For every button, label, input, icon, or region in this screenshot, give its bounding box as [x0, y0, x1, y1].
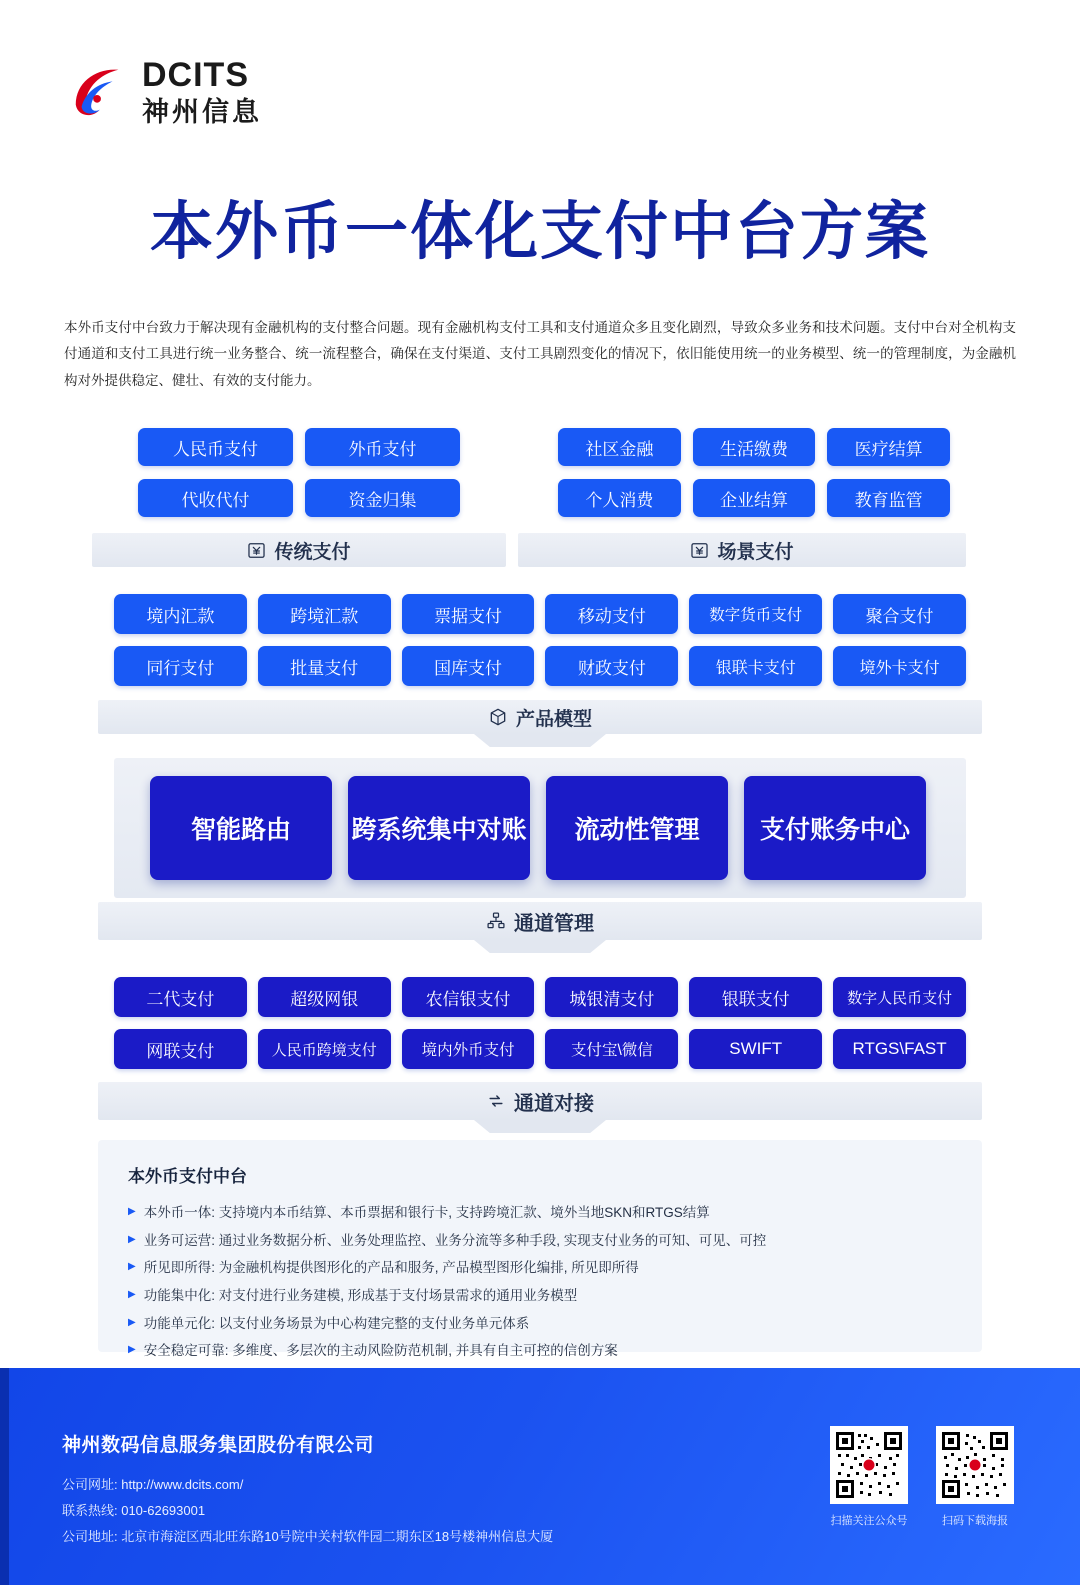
product-model-group	[114, 594, 966, 686]
yen-badge-icon	[247, 541, 266, 560]
pill-docking-r1-2[interactable]: 农信银支付	[402, 977, 535, 1017]
info-bullet	[128, 1254, 952, 1282]
footer-contact-lines	[62, 1472, 553, 1550]
shelf-notch	[474, 1120, 606, 1133]
pill-traditional-1[interactable]: 外币支付	[305, 428, 460, 466]
pill-product-r2-5[interactable]: 境外卡支付	[833, 646, 966, 686]
footer	[0, 1368, 1080, 1585]
pill-scenario-4[interactable]: 企业结算	[693, 479, 816, 517]
core-card-3[interactable]: 支付账务中心	[744, 776, 926, 880]
footer-qr-group	[830, 1426, 1014, 1528]
pill-docking-r2-0[interactable]: 网联支付	[114, 1029, 247, 1069]
cube-icon	[488, 707, 508, 727]
info-bullet-text: 业务可运营: 通过业务数据分析、业务处理监控、业务分流等多种手段, 实现支付业务的可知、可见、可控	[143, 1232, 767, 1248]
pill-product-r1-3[interactable]: 移动支付	[545, 594, 678, 634]
pill-docking-r1-3[interactable]: 城银清支付	[545, 977, 678, 1017]
triangle-bullet-icon: ▶	[128, 1344, 136, 1356]
footer-address: 公司地址: 北京市海淀区西北旺东路10号院中关村软件园二期东区18号楼神州信息大厦	[62, 1529, 554, 1544]
pill-product-r1-5[interactable]: 聚合支付	[833, 594, 966, 634]
pill-scenario-1[interactable]: 生活缴费	[693, 428, 816, 466]
triangle-bullet-icon: ▶	[128, 1261, 136, 1273]
info-bullet	[128, 1227, 952, 1255]
shelf-channel-docking	[98, 1082, 982, 1120]
intro-paragraph: 本外币支付中台致力于解决现有金融机构的支付整合问题。现有金融机构支付工具和支付通道众多且变化剧烈，导致众多业务和技术问题。支付中台对全机构支付通道和支付工具进行统一业务整合、统一流程整合，确保在支付渠道、支付工具剧烈变化的情况下，依旧能使用统一的业务模型、统一的管理制度，为金融机构对外提供稳定、健壮、有效的支付能力。	[64, 320, 1016, 388]
triangle-bullet-icon: ▶	[128, 1233, 136, 1245]
qr-item-wechat	[830, 1426, 908, 1528]
pill-product-r2-3[interactable]: 财政支付	[545, 646, 678, 686]
info-bullet-text: 本外币一体: 支持境内本币结算、本币票据和银行卡, 支持跨境汇款、境外当地SKN和RTGS结算	[143, 1205, 710, 1220]
pill-docking-r1-5[interactable]: 数字人民币支付	[833, 977, 966, 1017]
info-bullet-text: 功能单元化: 以支付业务场景为中心构建完整的支付业务单元体系	[143, 1315, 530, 1331]
triangle-bullet-icon: ▶	[128, 1316, 136, 1328]
pill-product-r2-1[interactable]: 批量支付	[258, 646, 391, 686]
logo-en-text: DCITS	[142, 56, 249, 94]
info-bullet	[128, 1310, 952, 1338]
pill-docking-r1-1[interactable]: 超级网银	[258, 977, 391, 1017]
footer-website: 公司网址: http://www.dcits.com/	[62, 1477, 244, 1492]
logo-cn-text: 神州信息	[142, 96, 262, 127]
info-bullet-text: 功能集中化: 对支付进行业务建模, 形成基于支付场景需求的通用业务模型	[143, 1288, 578, 1304]
info-bullet	[128, 1337, 952, 1365]
shelf-scenario-payment	[518, 533, 966, 567]
pill-docking-r2-1[interactable]: 人民币跨境支付	[258, 1029, 391, 1069]
shelf-label-channel-docking: 通道对接	[514, 1092, 594, 1115]
pill-docking-r2-5[interactable]: RTGS\FAST	[833, 1029, 966, 1069]
info-bullet-text: 所见即所得: 为金融机构提供图形化的产品和服务, 产品模型图形化编排, 所见即所得	[143, 1260, 639, 1276]
pill-product-r2-4[interactable]: 银联卡支付	[689, 646, 822, 686]
pill-product-r2-2[interactable]: 国库支付	[402, 646, 535, 686]
yen-badge-icon	[690, 541, 709, 560]
core-card-0[interactable]: 智能路由	[150, 776, 332, 880]
scenario-payment-group	[548, 428, 960, 517]
shelf-product-model	[98, 700, 982, 734]
org-chart-icon	[486, 911, 506, 931]
pill-docking-r2-4[interactable]: SWIFT	[689, 1029, 822, 1069]
shelf-notch	[474, 940, 606, 953]
qr-caption: 扫描关注公众号	[830, 1515, 908, 1527]
traditional-payment-group	[106, 428, 492, 517]
footer-hotline: 联系热线: 010-62693001	[62, 1503, 206, 1518]
info-bullet	[128, 1282, 952, 1310]
pill-product-r2-0[interactable]: 同行支付	[114, 646, 247, 686]
core-card-2[interactable]: 流动性管理	[546, 776, 728, 880]
exchange-arrows-icon	[486, 1091, 506, 1111]
pill-product-r1-0[interactable]: 境内汇款	[114, 594, 247, 634]
page-title: 本外币一体化支付中台方案	[150, 197, 930, 267]
pill-scenario-5[interactable]: 教育监管	[827, 479, 950, 517]
qr-code-icon	[936, 1426, 1014, 1504]
pill-scenario-0[interactable]: 社区金融	[558, 428, 681, 466]
channel-management-platform	[114, 758, 966, 898]
pill-traditional-0[interactable]: 人民币支付	[138, 428, 293, 466]
pill-docking-r1-4[interactable]: 银联支付	[689, 977, 822, 1017]
pill-docking-r2-3[interactable]: 支付宝\微信	[545, 1029, 678, 1069]
shelf-label-channel-management: 通道管理	[514, 912, 594, 935]
shelf-traditional-payment	[92, 533, 506, 567]
qr-item-poster	[936, 1426, 1014, 1528]
shelf-channel-management	[98, 902, 982, 940]
pill-product-r1-2[interactable]: 票据支付	[402, 594, 535, 634]
shelf-label-traditional: 传统支付	[274, 541, 351, 563]
pill-traditional-2[interactable]: 代收代付	[138, 479, 293, 517]
pill-docking-r2-2[interactable]: 境内外币支付	[402, 1029, 535, 1069]
pill-docking-r1-0[interactable]: 二代支付	[114, 977, 247, 1017]
channel-docking-group	[114, 977, 966, 1069]
footer-accent-bar	[0, 1368, 9, 1585]
core-card-1[interactable]: 跨系统集中对账	[348, 776, 530, 880]
triangle-bullet-icon: ▶	[128, 1206, 136, 1217]
shelf-notch	[474, 734, 606, 747]
qr-caption: 扫码下载海报	[942, 1515, 1008, 1527]
dcits-swoosh-logo-icon	[68, 62, 130, 124]
pill-traditional-3[interactable]: 资金归集	[305, 479, 460, 517]
triangle-bullet-icon: ▶	[128, 1289, 136, 1301]
qr-code-icon	[830, 1426, 908, 1504]
footer-company-name: 神州数码信息服务集团股份有限公司	[62, 1435, 375, 1456]
info-bullet	[128, 1199, 952, 1227]
info-bullet-text: 安全稳定可靠: 多维度、多层次的主动风险防范机制, 并具有自主可控的信创方案	[143, 1343, 618, 1359]
pill-scenario-2[interactable]: 医疗结算	[827, 428, 950, 466]
pill-product-r1-4[interactable]: 数字货币支付	[689, 594, 822, 634]
shelf-label-scenario: 场景支付	[717, 541, 794, 563]
pill-scenario-3[interactable]: 个人消费	[558, 479, 681, 517]
info-card-title: 本外币支付中台	[128, 1167, 247, 1186]
info-card	[98, 1140, 982, 1359]
brand-logo	[68, 58, 262, 128]
pill-product-r1-1[interactable]: 跨境汇款	[258, 594, 391, 634]
shelf-label-product-model: 产品模型	[515, 708, 592, 730]
